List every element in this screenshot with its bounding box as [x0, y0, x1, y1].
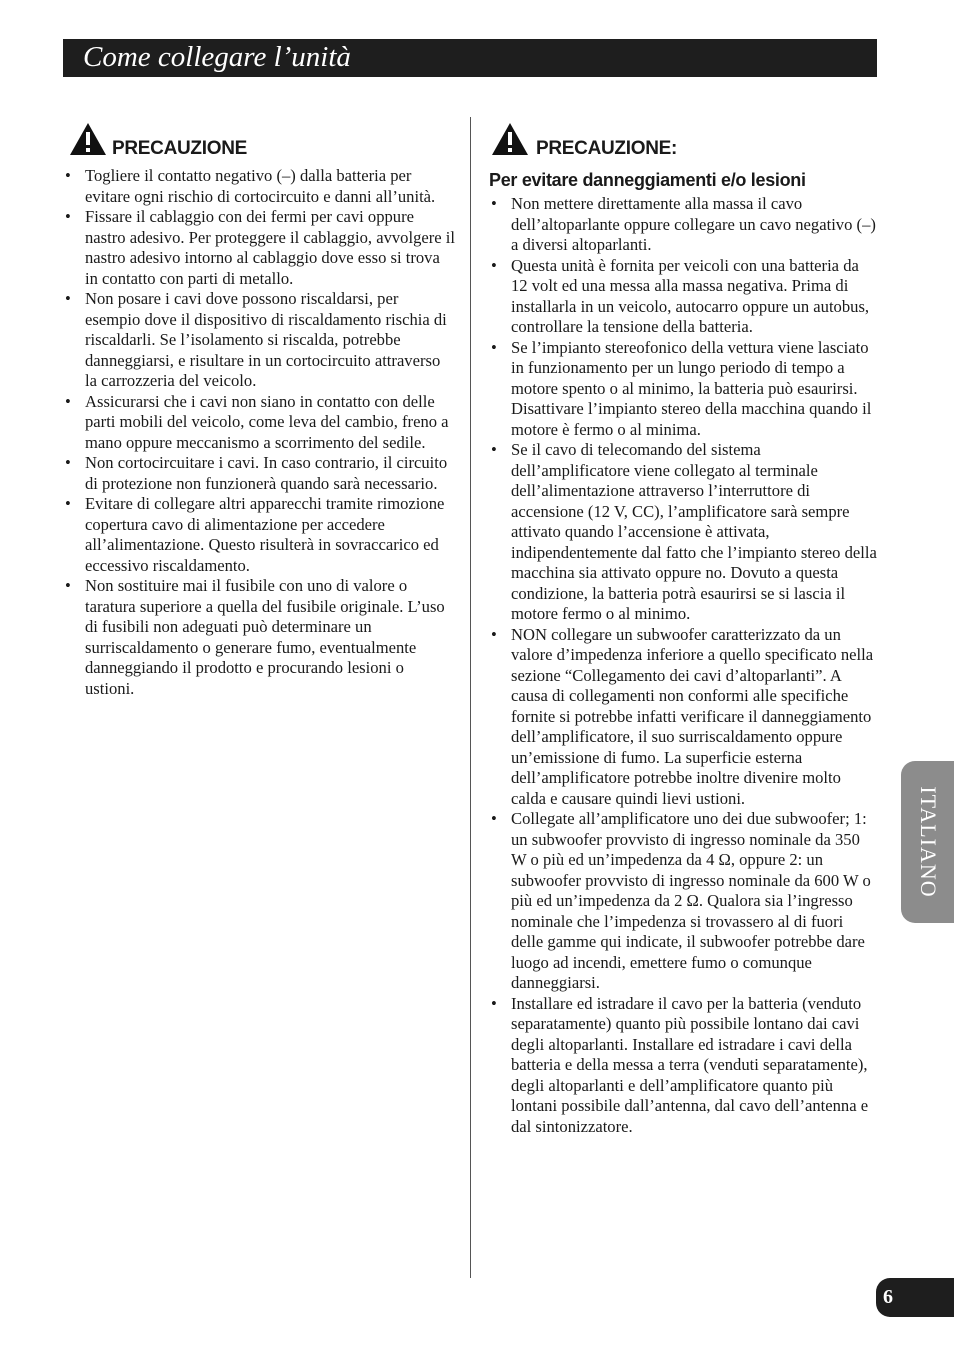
list-item: • Non mettere direttamente alla massa il cavo dell’altoparlante oppure collegare un cavo negativo (–) a diversi altoparlanti. — [491, 194, 876, 254]
list-item: • Collegate all’amplificatore uno dei due subwoofer; 1: un subwoofer provvisto di ingresso nominale da 350 W o più ed un’impedenza da 4 Ω, oppure 2: un subwoofer provvisto di ingresso nominale da 600 W o più ed un’impedenza da 2 Ω. Qualora sia l’ingresso nominale che l’impedenza si trovassero al di fuori delle gamme qui indicate, il subwoofer potrebbe dare luogo ad incendi, emettere fumo o comunque danneggiarsi. — [491, 809, 871, 992]
list-item-text: Non mettere direttamente alla massa il cavo dell’altoparlante oppure collegare un cavo negativo (–) a diversi altoparlanti. — [511, 194, 876, 254]
left-section-heading: PRECAUZIONE — [112, 138, 247, 159]
list-item-text: Assicurarsi che i cavi non siano in contatto con delle parti mobili del veicolo, come leva del cambio, freno a mano oppure meccanismo a scorrimento del sedile. — [85, 391, 449, 452]
list-item-text: Se il cavo di telecomando del sistema dell’amplificatore viene collegato al terminale dell’alimentazione attraverso l’interruttore di accensione (12 V, CC), l’amplificatore sarà sempre attivato quando l’accensione è attivata, indipendentemente dal fatto che l’impianto stereo della macchina sia attivato oppure no. Dovuto a questa condizione, la batteria potrà esaurirsi se si lascia il motore fermo o al minimo. — [511, 440, 877, 623]
list-item: • Togliere il contatto negativo (–) dalla batteria per evitare ogni rischio di cortocircuito e danni all’unità. — [65, 166, 436, 206]
list-item: • Non cortocircuitare i cavi. In caso contrario, il circuito di protezione non funzionerà quando sarà necessario. — [65, 453, 448, 493]
title-bar — [63, 39, 877, 77]
list-item-text: NON collegare un subwoofer caratterizzato da un valore d’impedenza inferiore a quello specificato nella sezione “Collegamento dei cavi d’altoparlanti”. A causa di collegamenti non conformi alle specifiche fornite si potrebbe infatti verificare il danneggiamento dell’amplificatore, il suo surriscaldamento oppure un’emissione di fumo. La superficie esterna dell’amplificatore potrebbe inoltre divenire molto calda e causare quindi lievi ustioni. — [511, 624, 874, 808]
list-item: • Assicurarsi che i cavi non siano in contatto con delle parti mobili del veicolo, come leva del cambio, freno a mano oppure meccanismo a scorrimento del sedile. — [65, 391, 449, 452]
page-number: 6 — [883, 1286, 893, 1308]
list-item: • NON collegare un subwoofer caratterizzato da un valore d’impedenza inferiore a quello specificato nella sezione “Collegamento dei cavi d’altoparlanti”. A causa di collegamenti non conformi alle specifiche fornite si potrebbe infatti verificare il danneggiamento dell’amplificatore, il suo surriscaldamento oppure un’emissione di fumo. La superficie esterna dell’amplificatore potrebbe inoltre divenire molto calda e causare quindi lievi ustioni. — [491, 624, 874, 808]
list-item-text: Collegate all’amplificatore uno dei due subwoofer; 1: un subwoofer provvisto di ingresso nominale da 350 W o più ed un’impedenza da 4 Ω, oppure 2: un subwoofer provvisto di ingresso nominale da 600 W o più ed un’impedenza da 2 Ω. Qualora sia l’ingresso nominale che l’impedenza si trovassero al di fuori delle gamme qui indicate, il subwoofer potrebbe dare luogo ad incendi, emettere fumo o comunque danneggiarsi. — [511, 809, 871, 992]
column-divider — [470, 117, 471, 1278]
list-item-text: Questa unità è fornita per veicoli con una batteria da 12 volt ed una messa alla massa negativa. Prima di installarla in un veicolo, autocarro oppure un autobus, controllare la tensione della batteria. — [511, 255, 870, 336]
list-item-text: Non cortocircuitare i cavi. In caso contrario, il circuito di protezione non funzionerà quando sarà necessario. — [85, 453, 448, 493]
right-heading-row — [489, 122, 877, 162]
list-item: • Evitare di collegare altri apparecchi tramite rimozione copertura cavo di alimentazione per accedere all’alimentazione. Questo risulterà in sovraccarico ed eccessivo riscaldamento. — [65, 494, 445, 575]
page-title: Come collegare l’unità — [83, 41, 351, 73]
list-item: • Installare ed istradare il cavo per la batteria (venduto separatamente) quanto più possibile lontano dai cavi degli altoparlanti. Installare ed istradare i cavi della batteria e della messa a terra (venduti separatamente), degli altoparlanti e dell’amplificatore quanto più lontani possibile dall’antenna, dal cavo dell’antenna e dal sintonizzatore. — [491, 993, 869, 1136]
page-number-tab — [876, 1278, 954, 1317]
list-item-text: Non sostituire mai il fusibile con uno di valore o taratura superiore a quella del fusibile originale. L’uso di fusibili non adeguati può determinare un surriscaldamento o generare fumo, eventualmente danneggiando il prodotto e procurando lesioni o ustioni. — [85, 576, 445, 698]
list-item-text: Installare ed istradare il cavo per la batteria (venduto separatamente) quanto più possibile lontano dai cavi degli altoparlanti. Installare ed istradare i cavi della batteria e della messa a terra (venduti separatamente), degli altoparlanti e dell’amplificatore quanto più lontani possibile dall’antenna, dal cavo dell’antenna e dal sintonizzatore. — [511, 993, 869, 1136]
list-item: • Fissare il cablaggio con dei fermi per cavi oppure nastro adesivo. Per proteggere il cablaggio, avvolgere il nastro adesivo intorno al cablaggio dove esso si trova in contatto con parti di metallo. — [65, 207, 456, 288]
list-item: • Se l’impianto stereofonico della vettura viene lasciato in funzionamento per un lungo periodo di tempo a motore spento o al minimo, la batteria può esaurirsi. Disattivare l’impianto stereo della macchina quando il motore è fermo o al minima. — [491, 337, 872, 439]
list-item-text: Fissare il cablaggio con dei fermi per cavi oppure nastro adesivo. Per proteggere il cablaggio, avvolgere il nastro adesivo intorno al cablaggio dove esso si trova in contatto con parti di metallo. — [85, 207, 456, 288]
right-column — [489, 122, 877, 1137]
list-item: • Non posare i cavi dove possono riscaldarsi, per esempio dove il dispositivo di riscaldamento rischia di riscaldarli. Se l’isolamento si riscalda, potrebbe danneggiarsi, e risultare in un cortocircuito attraverso la carrozzeria del veicolo. — [65, 289, 447, 390]
list-item-text: Se l’impianto stereofonico della vettura viene lasciato in funzionamento per un lungo periodo di tempo a motore spento o al minimo, la batteria può esaurirsi. Disattivare l’impianto stereo della macchina quando il motore è fermo o al minima. — [511, 337, 872, 439]
list-item-text: Togliere il contatto negativo (–) dalla batteria per evitare ogni rischio di cortocircuito e danni all’unità. — [85, 166, 436, 206]
right-section-subheading: Per evitare danneggiamenti e/o lesioni — [489, 170, 806, 190]
warning-icon — [69, 122, 107, 156]
right-section-heading: PRECAUZIONE: — [536, 138, 678, 159]
list-item: • Se il cavo di telecomando del sistema dell’amplificatore viene collegato al terminale dell’alimentazione attraverso l’interruttore di accensione (12 V, CC), l’amplificatore sarà sempre attivato quando l’accensione è attivata, indipendentemente dal fatto che l’impianto stereo della macchina sia attivato oppure no. Dovuto a questa condizione, la batteria potrà esaurirsi se si lascia il motore fermo o al minimo. — [491, 440, 877, 623]
left-precaution-list — [63, 166, 455, 699]
list-item: • Questa unità è fornita per veicoli con una batteria da 12 volt ed una messa alla massa negativa. Prima di installarla in un veicolo, autocarro oppure un autobus, controllare la tensione della batteria. — [491, 255, 870, 336]
left-column — [63, 122, 455, 699]
left-heading-row — [63, 122, 455, 162]
list-item-text: Evitare di collegare altri apparecchi tramite rimozione copertura cavo di alimentazione per accedere all’alimentazione. Questo risulterà in sovraccarico ed eccessivo riscaldamento. — [85, 494, 445, 575]
right-precaution-list — [489, 194, 877, 1137]
language-tab — [901, 761, 954, 923]
list-item-text: Non posare i cavi dove possono riscaldarsi, per esempio dove il dispositivo di riscaldamento rischia di riscaldarli. Se l’isolamento si riscalda, potrebbe danneggiarsi, e risultare in un cortocircuito attraverso la carrozzeria del veicolo. — [85, 289, 447, 390]
language-label: ITALIANO — [915, 786, 941, 898]
list-item: • Non sostituire mai il fusibile con uno di valore o taratura superiore a quella del fusibile originale. L’uso di fusibili non adeguati può determinare un surriscaldamento o generare fumo, eventualmente danneggiando il prodotto e procurando lesioni o ustioni. — [65, 576, 445, 698]
warning-icon — [491, 122, 529, 156]
